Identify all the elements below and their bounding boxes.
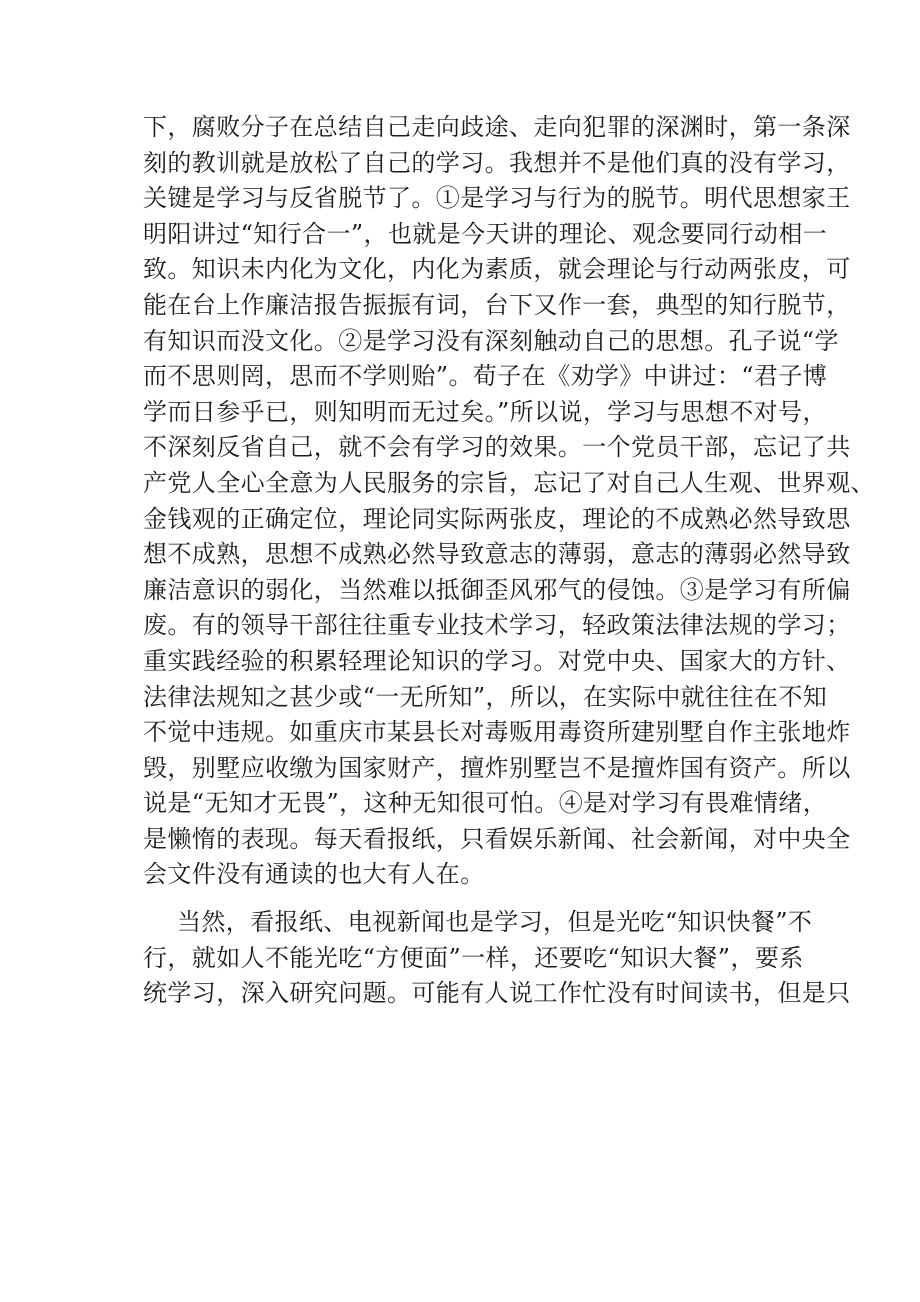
text-line: 重实践经验的积累轻理论知识的学习。对党中央、国家大的方针、	[143, 646, 851, 675]
paragraph-spacing	[143, 893, 783, 905]
document-body	[143, 110, 875, 1012]
text-line: 明阳讲过“知行合一”，也就是今天讲的理论、观念要同行动相一	[143, 219, 828, 248]
text-line: 会文件没有通读的也大有人在。	[143, 860, 485, 889]
text-line-indented: 当然，看报纸、电视新闻也是学习，但是光吃“知识快餐”不	[177, 908, 813, 937]
text-line: 刻的教训就是放松了自己的学习。我想并不是他们真的没有学习，	[143, 148, 851, 177]
paragraph-1	[143, 110, 875, 893]
text-line: 统学习，深入研究问题。可能有人说工作忙没有时间读书，但是只	[143, 979, 851, 1008]
text-line: 想不成熟，思想不成熟必然导致意志的薄弱，意志的薄弱必然导致	[143, 540, 851, 569]
text-line: 有知识而没文化。②是学习没有深刻触动自己的思想。孔子说“学	[143, 326, 839, 355]
text-line: 行，就如人不能光吃“方便面”一样，还要吃“知识大餐”，要系	[143, 943, 804, 972]
paragraph-2	[143, 905, 851, 1012]
text-line: 而不思则罔，思而不学则贻”。荀子在《劝学》中讲过：“君子博	[143, 362, 828, 391]
text-line: 产党人全心全意为人民服务的宗旨，忘记了对自己人生观、世界观、	[143, 468, 875, 497]
text-line: 废。有的领导干部往往重专业技术学习，轻政策法律法规的学习；	[143, 611, 851, 640]
text-line: 毁，别墅应收缴为国家财产，擅炸别墅岂不是擅炸国有资产。所以	[143, 753, 851, 782]
text-line: 不深刻反省自己，就不会有学习的效果。一个党员干部，忘记了共	[143, 433, 851, 462]
text-line: 不觉中违规。如重庆市某县长对毒贩用毒资所建别墅自作主张地炸	[143, 718, 851, 747]
text-line: 廉洁意识的弱化，当然难以抵御歪风邪气的侵蚀。③是学习有所偏	[143, 575, 851, 604]
text-line: 下，腐败分子在总结自己走向歧途、走向犯罪的深渊时，第一条深	[143, 113, 851, 141]
text-line: 金钱观的正确定位，理论同实际两张皮，理论的不成熟必然导致思	[143, 504, 851, 533]
text-line: 说是“无知才无畏”，这种无知很可怕。④是对学习有畏难情绪，	[143, 789, 828, 818]
text-line: 关键是学习与反省脱节了。①是学习与行为的脱节。明代思想家王	[143, 184, 851, 213]
text-line: 学而日参乎已，则知明而无过矣。”所以说，学习与思想不对号，	[143, 397, 827, 426]
text-line: 是懒惰的表现。每天看报纸，只看娱乐新闻、社会新闻，对中央全	[143, 824, 851, 853]
text-line: 致。知识未内化为文化，内化为素质，就会理论与行动两张皮，可	[143, 255, 851, 284]
text-line: 能在台上作廉洁报告振振有词，台下又作一套，典型的知行脱节，	[143, 290, 851, 319]
text-line: 法律法规知之甚少或“一无所知”，所以，在实际中就往往在不知	[143, 682, 828, 711]
